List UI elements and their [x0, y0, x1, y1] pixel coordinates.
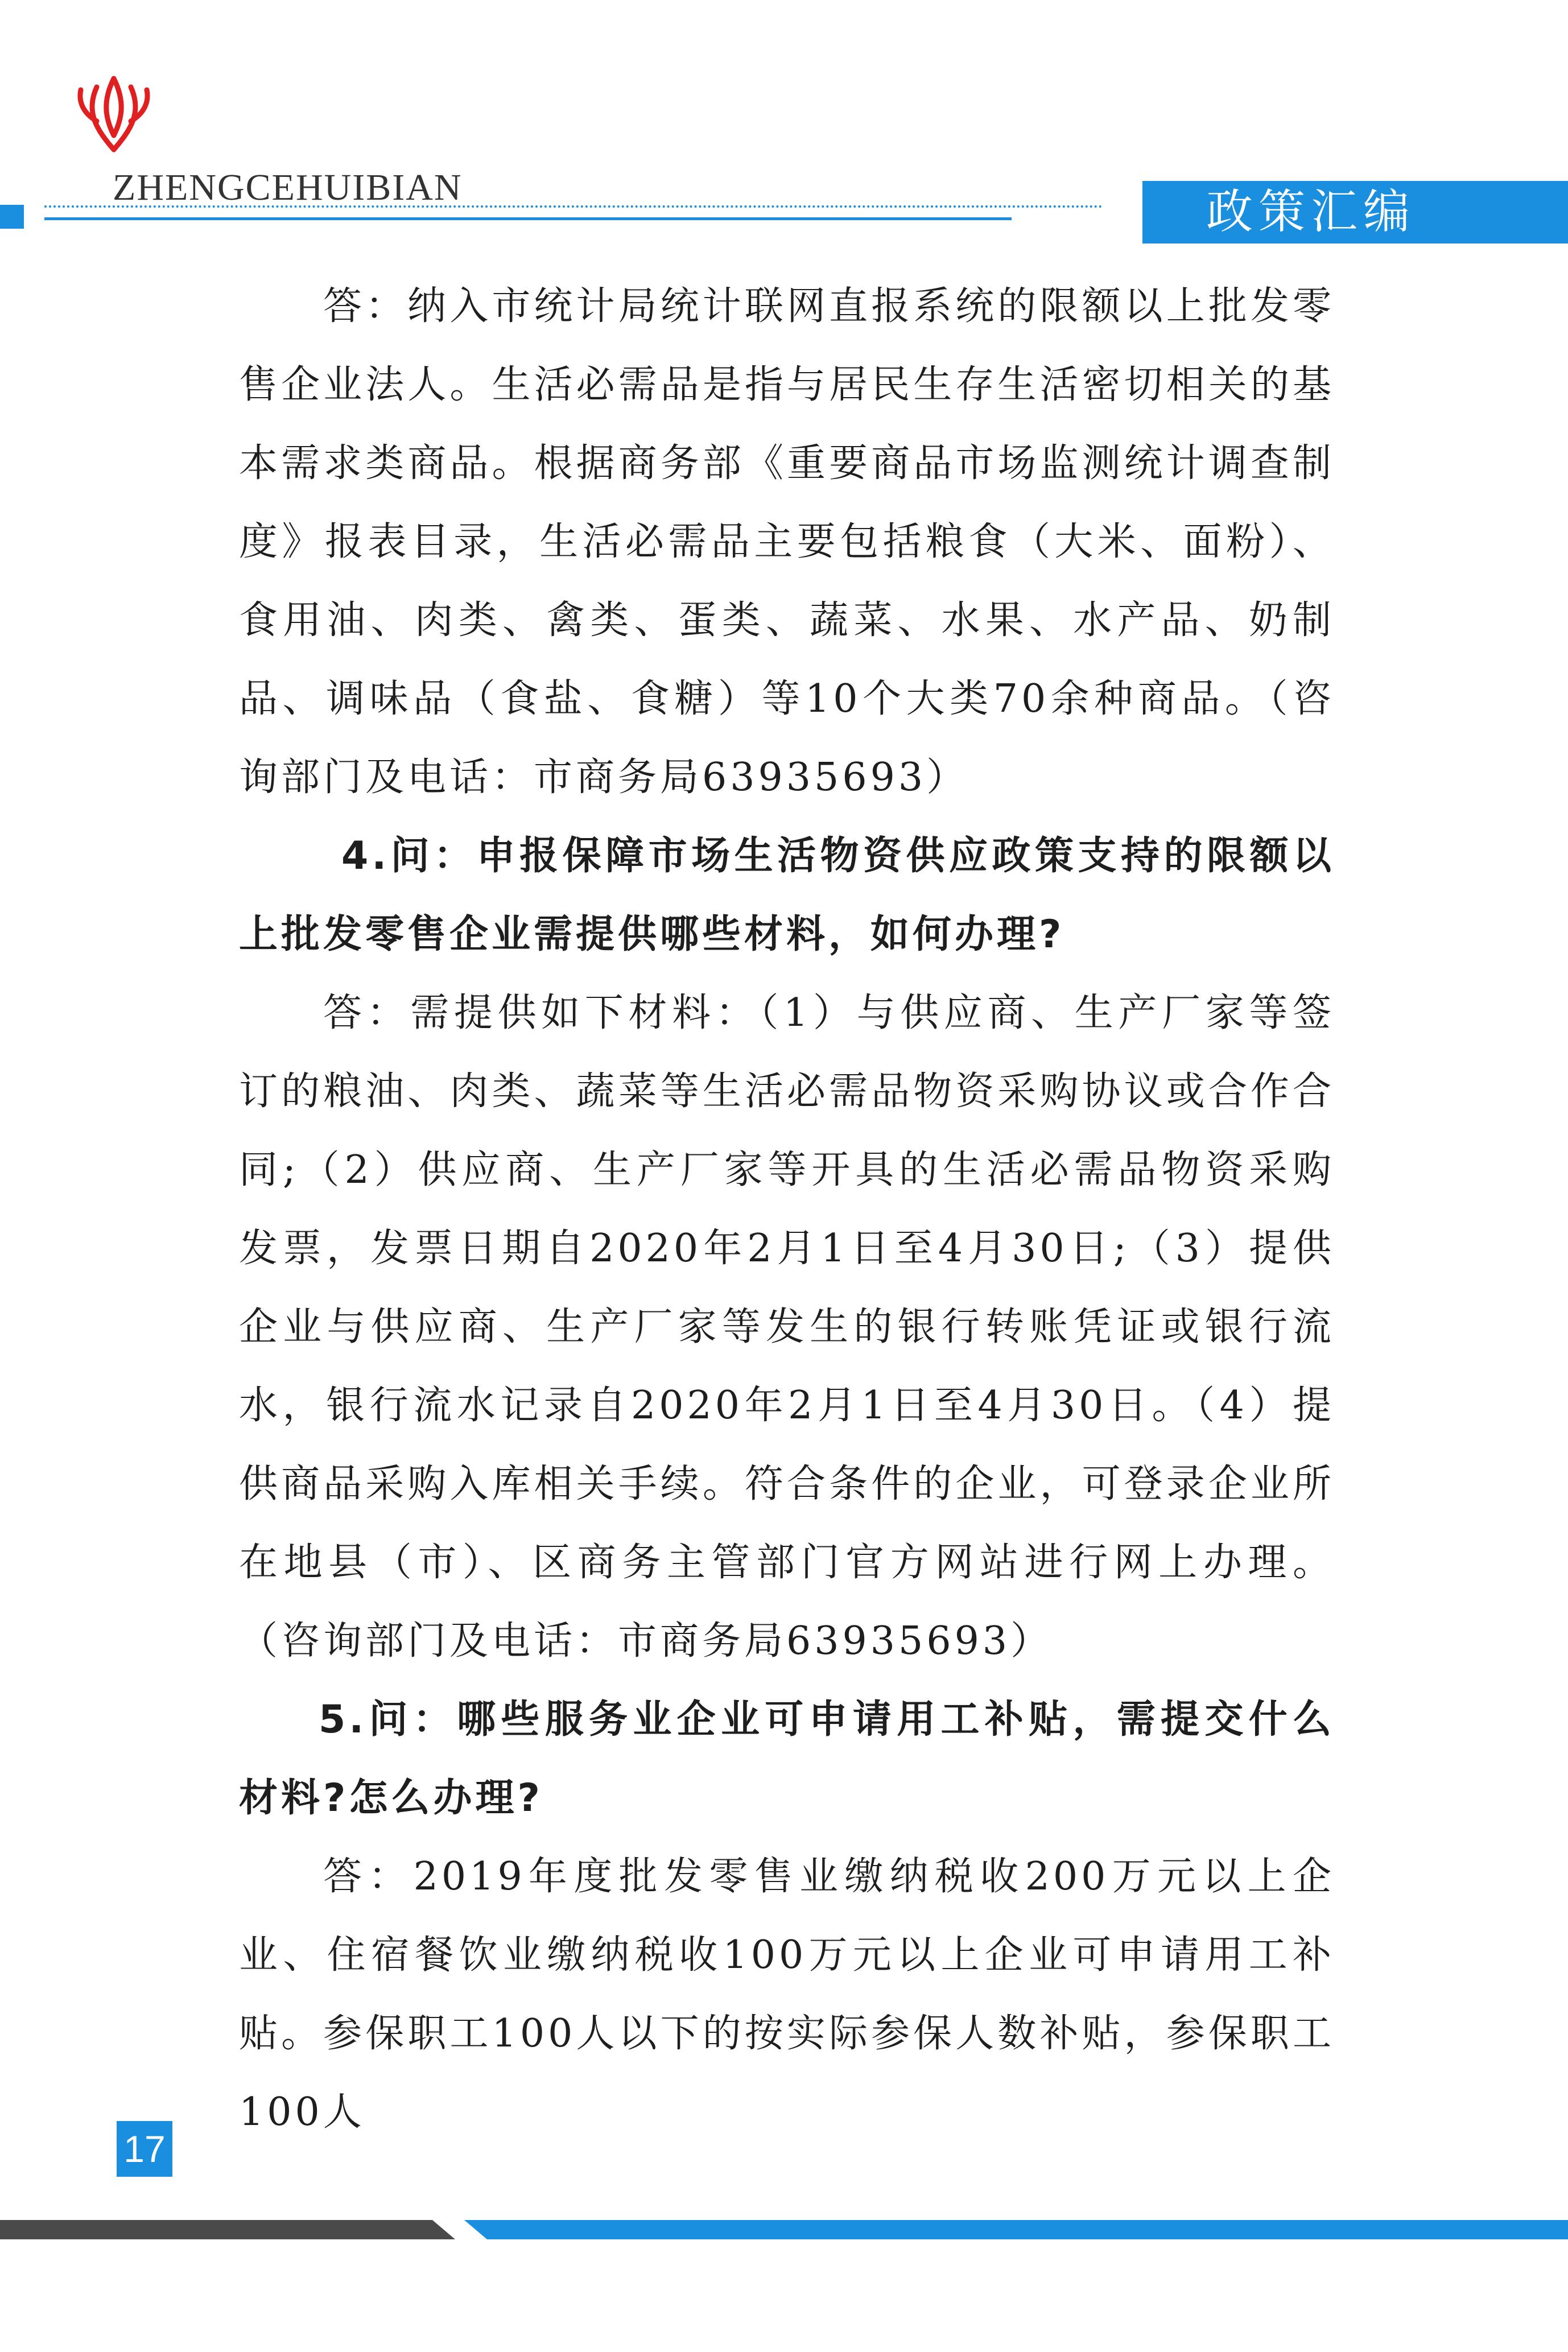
- section-title: 政策汇编: [1206, 185, 1416, 239]
- brand-text: ZHENGCEHUIBIAN: [113, 167, 463, 208]
- question-heading: 5.问：哪些服务业企业可申请用工补贴，需提交什么材料?怎么办理?: [239, 1697, 1335, 1821]
- page-number: 17: [117, 2121, 172, 2177]
- page-body: [239, 267, 1335, 2152]
- header-accent-square: [0, 205, 24, 229]
- footer-bar-blue: [464, 2220, 1568, 2239]
- answer-paragraph: 答：纳入市统计局统计联网直报系统的限额以上批发零售企业法人。生活必需品是指与居民生存生活密切相关的基本需求类商品。根据商务部《重要商品市场监测统计调查制度》报表目录，生活必需品主要包括粮食（大米、面粉）、食用油、肉类、禽类、蛋类、蔬菜、水果、水产品、奶制品、调味品（食盐、食糖）等10个大类70余种商品。（咨询部门及电话：市商务局63935693）: [239, 284, 1335, 800]
- header-rule: [44, 217, 1012, 220]
- header-dotted-rule: [44, 205, 1103, 208]
- question-heading: 4.问：申报保障市场生活物资供应政策支持的限额以上批发零售企业需提供哪些材料，如何办理?: [239, 833, 1335, 957]
- answer-paragraph: 答：2019年度批发零售业缴纳税收200万元以上企业、住宿餐饮业缴纳税收100万元以上企业可申请用工补贴。参保职工100人以下的按实际参保人数补贴，参保职工100人: [239, 1854, 1335, 2135]
- footer-bar-gray: [0, 2220, 455, 2239]
- flame-logo-icon: [74, 67, 154, 152]
- answer-paragraph: 答：需提供如下材料：（1）与供应商、生产厂家等签订的粮油、肉类、蔬菜等生活必需品物资采购协议或合作合同;（2）供应商、生产厂家等开具的生活必需品物资采购发票，发票日期自2020年2月1日至4月30日;（3）提供企业与供应商、生产厂家等发生的银行转账凭证或银行流水，银行流水记录自2020年2月1日至4月30日。（4）提供商品采购入库相关手续。符合条件的企业，可登录企业所在地县（市）、区商务主管部门官方网站进行网上办理。（咨询部门及电话：市商务局63935693）: [239, 991, 1335, 1664]
